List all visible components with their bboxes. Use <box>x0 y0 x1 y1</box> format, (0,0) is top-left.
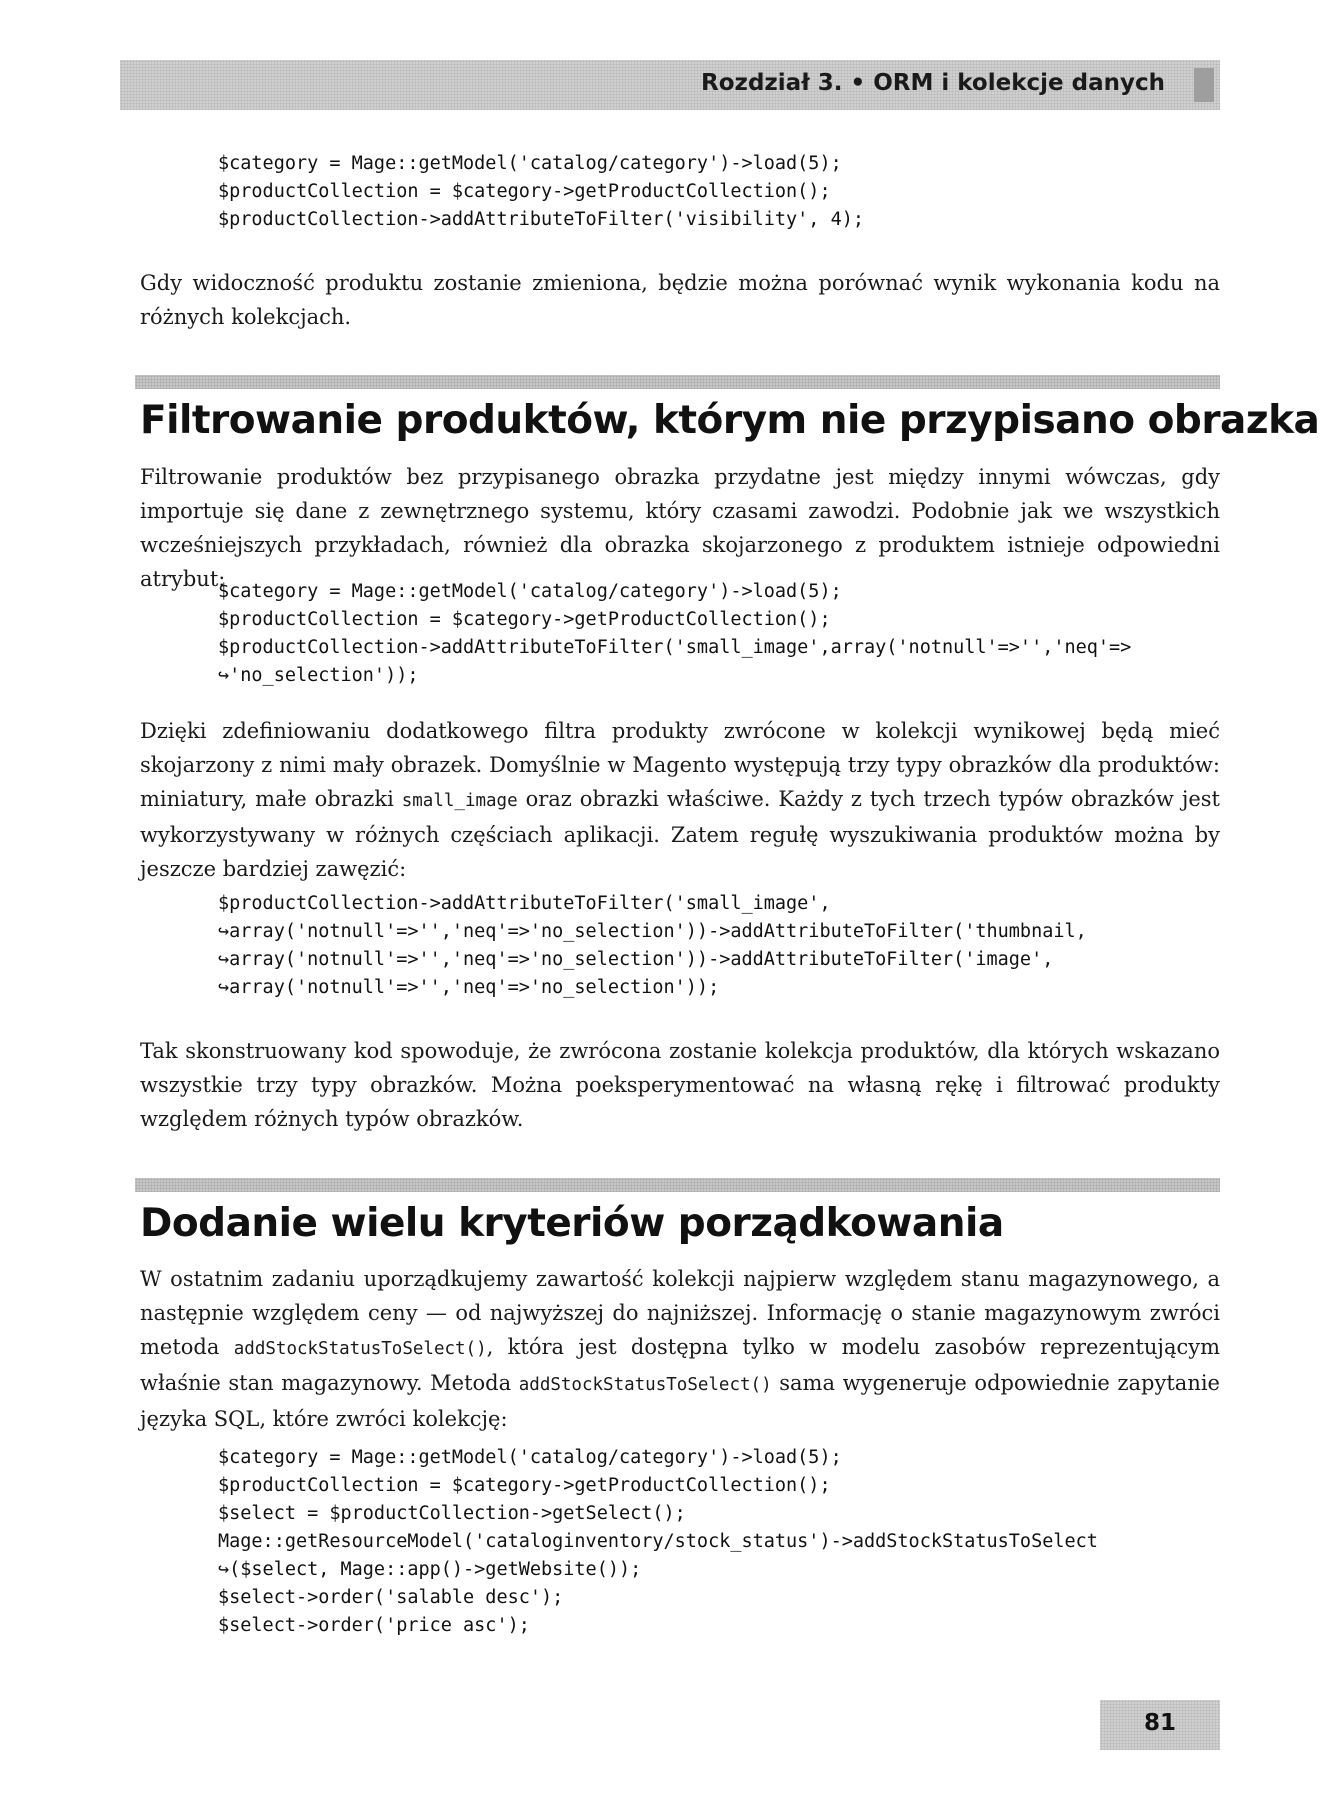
code-line: $category = Mage::getModel('catalog/category')->load(5); <box>218 1447 842 1468</box>
code-line: $select = $productCollection->getSelect(); <box>218 1503 686 1524</box>
inline-code-small-image: small_image <box>401 791 518 811</box>
inline-code-add-stock-status-2: addStockStatusToSelect() <box>518 1375 772 1395</box>
code-line: $select->order('price asc'); <box>218 1615 530 1636</box>
page-number: 81 <box>1143 1710 1176 1736</box>
section-title-1: Filtrowanie produktów, którym nie przypisano obrazka <box>140 398 1320 443</box>
page-number-box <box>1100 1700 1220 1750</box>
running-header <box>120 60 1220 110</box>
inline-code-add-stock-status-1: addStockStatusToSelect() <box>233 1339 487 1359</box>
code-line: ↪array('notnull'=>'','neq'=>'no_selection')); <box>218 977 720 998</box>
code-line: $productCollection = $category->getProductCollection(); <box>218 1475 831 1496</box>
code-block-1 <box>218 150 864 234</box>
paragraph-4: Tak skonstruowany kod spowoduje, że zwrócona zostanie kolekcja produktów, dla których wskazano wszystkie trzy typy obrazków. Można poeksperymentować na własną rękę i filtrować produkty względem różnych typów obrazków. <box>140 1039 1220 1131</box>
code-line: $productCollection = $category->getProductCollection(); <box>218 609 831 630</box>
paragraph-5 <box>140 1262 1220 1436</box>
section-divider-2 <box>135 1178 1220 1192</box>
code-line: $productCollection->addAttributeToFilter('small_image', <box>218 893 831 914</box>
paragraph-5-text-c: sama wygeneruje odpowiednie zapytanie języka SQL, które zwróci kolekcję: <box>140 1371 1220 1431</box>
paragraph-2: Filtrowanie produktów bez przypisanego obrazka przydatne jest między innymi wówczas, gdy importuje się dane z zewnętrznego systemu, który czasami zawodzi. Podobnie jak we wszystkich wcześniejszych przykładach, również dla obrazka skojarzonego z produktem istnieje odpowiedni atrybut: <box>140 465 1220 591</box>
code-block-3 <box>218 890 1087 1002</box>
code-line: ↪'no_selection')); <box>218 665 419 686</box>
paragraph-3-text-b: oraz obrazki właściwe. Każdy z tych trzech typów obrazków jest wykorzystywany w różnych częściach aplikacji. Zatem regułę wyszukiwania produktów można by jeszcze bardziej zawęzić: <box>140 787 1220 881</box>
code-line: ↪array('notnull'=>'','neq'=>'no_selection'))->addAttributeToFilter('thumbnail, <box>218 921 1087 942</box>
chapter-title: Rozdział 3. • ORM i kolekcje danych <box>701 70 1165 96</box>
section-divider-1 <box>135 375 1220 389</box>
paragraph-3 <box>140 714 1220 886</box>
code-line: $productCollection->addAttributeToFilter('visibility', 4); <box>218 209 865 230</box>
code-block-2 <box>218 578 1131 690</box>
paragraph-5-text-a: W ostatnim zadaniu uporządkujemy zawartość kolekcji najpierw względem stanu magazynowego, a następnie względem ceny — od najwyższej do najniższej. Informację o stanie magazynowym zwróci metoda <box>140 1267 1220 1359</box>
paragraph-1: Gdy widoczność produktu zostanie zmieniona, będzie można porównać wynik wykonania kodu na różnych kolekcjach. <box>140 271 1220 329</box>
code-block-4 <box>218 1444 1098 1640</box>
header-tab-marker <box>1194 68 1214 102</box>
paragraph-3-text-a: Dzięki zdefiniowaniu dodatkowego filtra produkty zwrócone w kolekcji wynikowej będą mieć skojarzony z nimi mały obrazek. Domyślnie w Magento występują trzy typy obrazków dla produktów: miniatury, małe obrazki <box>140 719 1220 811</box>
code-line: $productCollection = $category->getProductCollection(); <box>218 181 831 202</box>
code-line: $select->order('salable desc'); <box>218 1587 564 1608</box>
code-line: $category = Mage::getModel('catalog/category')->load(5); <box>218 153 842 174</box>
code-line: ↪($select, Mage::app()->getWebsite()); <box>218 1559 642 1580</box>
code-line: Mage::getResourceModel('cataloginventory/stock_status')->addStockStatusToSelect <box>218 1531 1098 1552</box>
code-line: $productCollection->addAttributeToFilter('small_image',array('notnull'=>'','neq'=> <box>218 637 1132 658</box>
section-title-2: Dodanie wielu kryteriów porządkowania <box>140 1201 1004 1246</box>
code-line: ↪array('notnull'=>'','neq'=>'no_selection'))->addAttributeToFilter('image', <box>218 949 1054 970</box>
code-line: $category = Mage::getModel('catalog/category')->load(5); <box>218 581 842 602</box>
paragraph-5-text-b: , która jest dostępna tylko w modelu zasobów reprezentującym właśnie stan magazynowy. Metoda <box>140 1335 1221 1395</box>
